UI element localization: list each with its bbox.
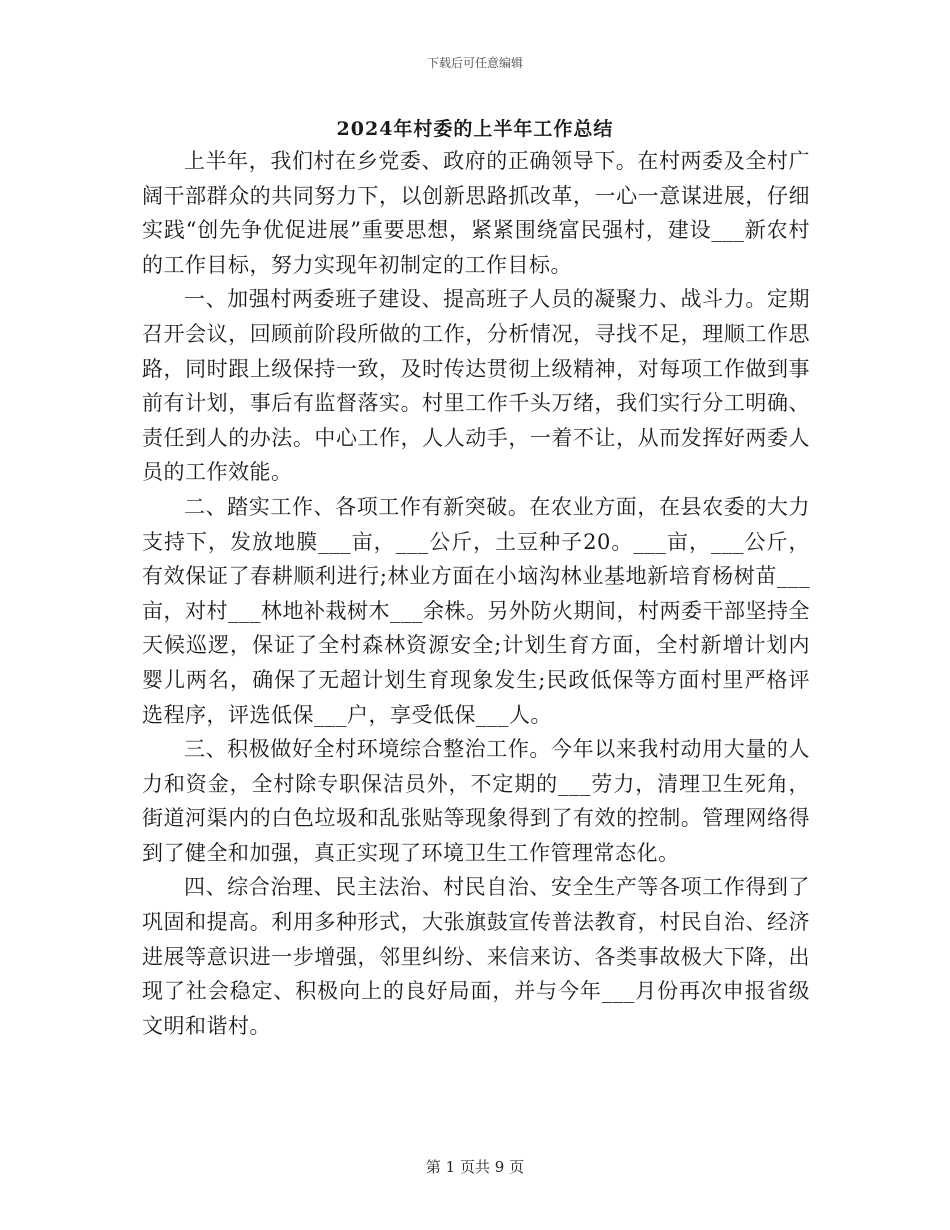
paragraph-section-4: 四、综合治理、民主法治、村民自治、安全生产等各项工作得到了巩固和提高。利用多种形式，大张旗鼓宣传普法教育，村民自治、经济进展等意识进一步增强，邻里纠纷、来信来访、各类事故极大下降，出现了社会稳定、积极向上的良好局面，并与今年___月份再次申报省级文明和谐村。 <box>142 875 810 1038</box>
paragraph-intro: 上半年，我们村在乡党委、政府的正确领导下。在村两委及全村广阔干部群众的共同努力下，以创新思路抓改革，一心一意谋进展，仔细实践“创先争优促进展”重要思想，紧紧围绕富民强村，建设___新农村的工作目标，努力实现年初制定的工作目标。 <box>142 149 810 277</box>
header-note: 下载后可任意编辑 <box>426 56 523 70</box>
paragraph-section-2: 二、踏实工作、各项工作有新突破。在农业方面，在县农委的大力支持下，发放地膜___亩，___公斤，土豆种子20。___亩，___公斤，有效保证了春耕顺利进行;林业方面在小垴沟林业基地新培育杨树苗___亩，对村___林地补栽树木___余株。另外防火期间，村两委干部坚持全天候巡逻，保证了全村森林资源安全;计划生育方面，全村新增计划内婴儿两名，确保了无超计划生育现象发生;民政低保等方面村里严格评选程序，评选低保___户，享受低保___人。 <box>142 494 810 727</box>
document-title: 2024年村委的上半年工作总结 <box>336 118 614 140</box>
paragraph-section-3: 三、积极做好全村环境综合整治工作。今年以来我村动用大量的人力和资金，全村除专职保洁员外，不定期的___劳力，清理卫生死角，街道河渠内的白色垃圾和乱张贴等现象得到了有效的控制。管理网络得到了健全和加强，真正实现了环境卫生工作管理常态化。 <box>142 737 810 865</box>
document-body <box>142 144 810 1043</box>
paragraph-section-1: 一、加强村两委班子建设、提高班子人员的凝聚力、战斗力。定期召开会议，回顾前阶段所做的工作，分析情况，寻找不足，理顺工作思路，同时跟上级保持一致，及时传达贯彻上级精神，对每项工作做到事前有计划，事后有监督落实。村里工作千头万绪，我们实行分工明确、责任到人的办法。中心工作，人人动手，一着不让，从而发挥好两委人员的工作效能。 <box>142 287 810 485</box>
page-footer: 第 1 页共 9 页 <box>425 1158 525 1176</box>
